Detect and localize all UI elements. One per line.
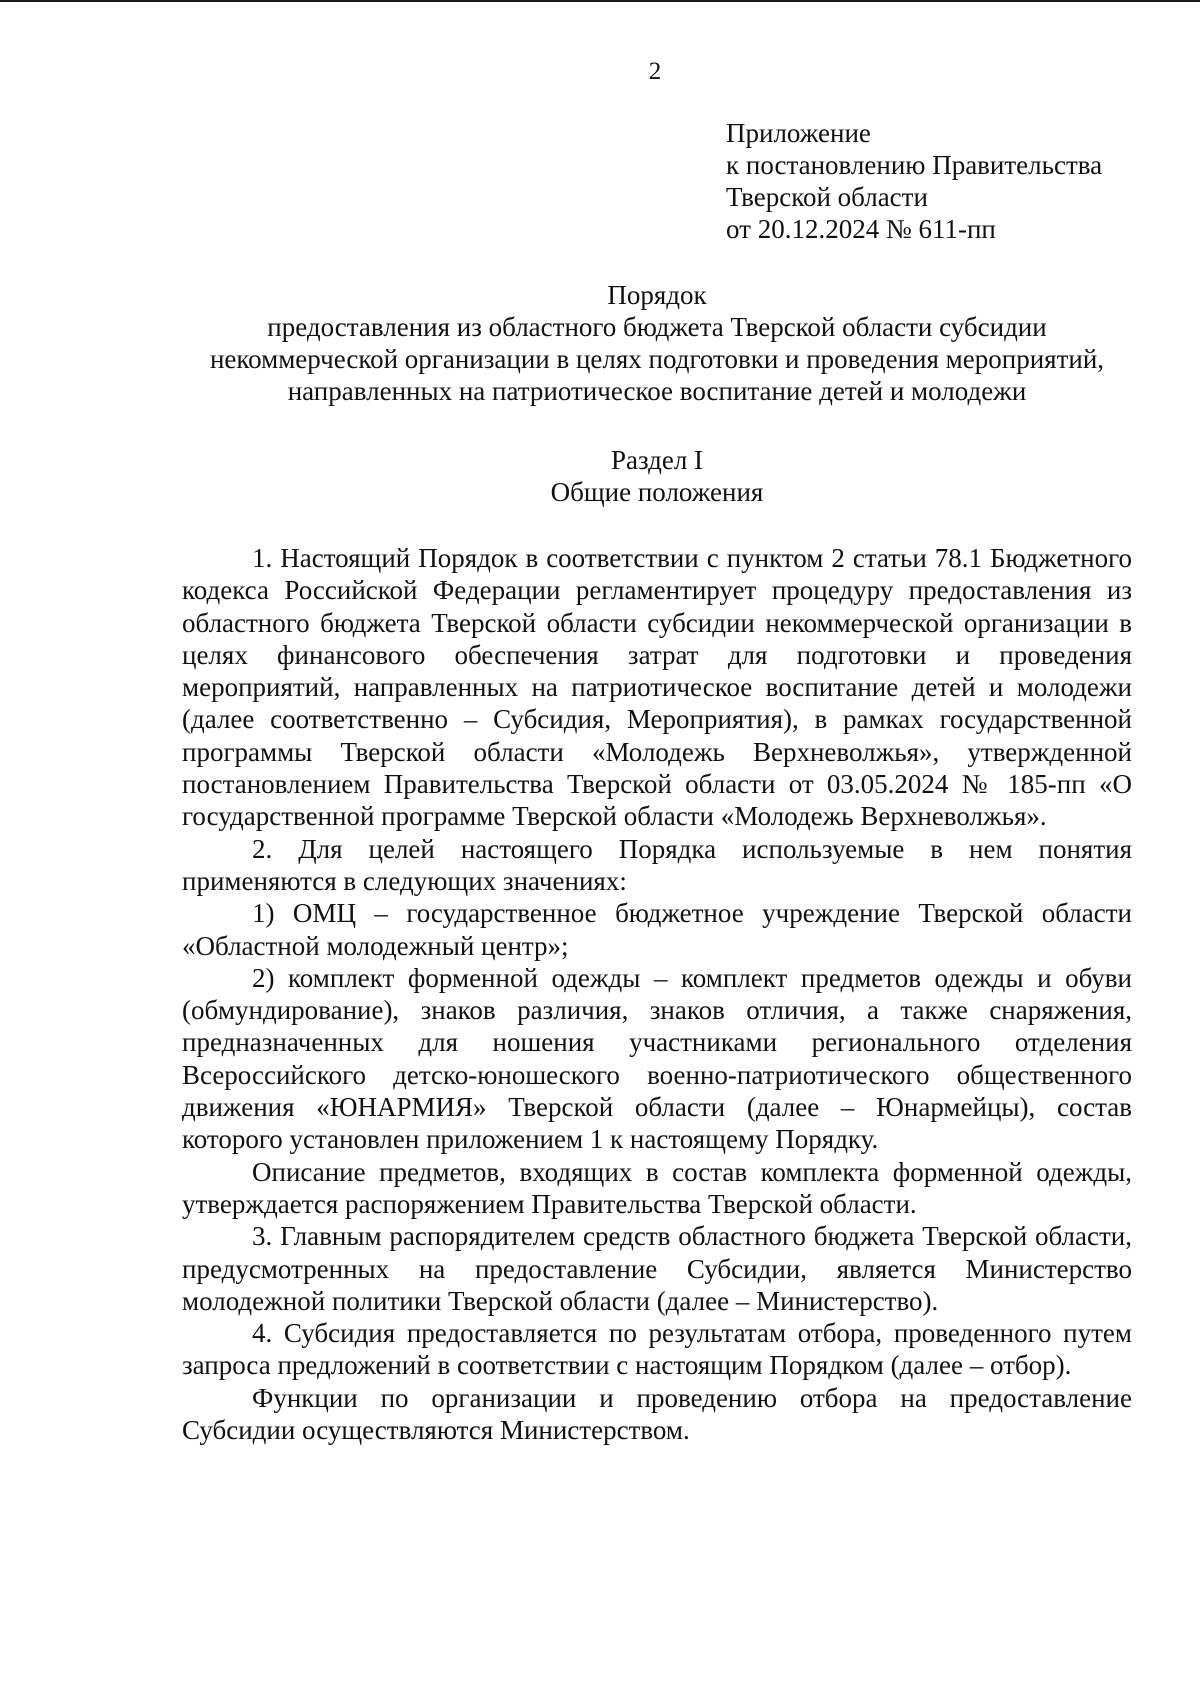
paragraph-1: 1. Настоящий Порядок в соответствии с пунктом 2 статьи 78.1 Бюджетного кодекса Российской Федерации регламентирует процедуру предоставления из областного бюджета Тверской области субсидии некоммерческой организации в целях финансового обеспечения затрат для подготовки и проведения мероприятий, направленных на патриотическое воспитание детей и молодежи (далее соответственно – Субсидия, Мероприятия), в рамках государственной программы Тверской области «Молодежь Верхневолжья», утвержденной постановлением Правительства Тверской области от 03.05.2024 № 185-пп «О государственной программе Тверской области «Молодежь Верхневолжья». (182, 543, 1132, 832)
appendix-block (726, 117, 1102, 245)
section-name: Общие положения (550, 477, 764, 507)
document-title (182, 279, 1132, 407)
appendix-line: к постановлению Правительства (726, 150, 1103, 180)
paragraph-2-2: 2) комплект форменной одежды – комплект предметов одежды и обуви (обмундирование), знаков различия, знаков отличия, а также снаряжения, предназначенных для ношения участниками регионального отделения Всероссийского детско-юношеского военно-патриотического общественного движения «ЮНАРМИЯ» Тверской области (далее – Юнармейцы), состав которого установлен приложением 1 к настоящему Порядку. (182, 962, 1132, 1155)
paragraph-description: Описание предметов, входящих в состав комплекта форменной одежды, утверждается распоряжением Правительства Тверской области. (182, 1156, 1132, 1219)
paragraph-2-1: 1) ОМЦ – государственное бюджетное учреждение Тверской области «Областной молодежный центр»; (182, 898, 1132, 961)
body-text (182, 542, 1132, 1446)
title-heading: Порядок (607, 280, 707, 310)
page-number: 2 (648, 58, 662, 85)
scan-top-edge (0, 0, 1200, 2)
title-line: предоставления из областного бюджета Тверской области субсидии (267, 312, 1047, 342)
section-number: Раздел I (610, 445, 704, 475)
section-heading (182, 444, 1132, 508)
title-line: некоммерческой организации в целях подготовки и проведения мероприятий, (209, 344, 1105, 374)
appendix-date-number: от 20.12.2024 № 611-пп (726, 214, 996, 244)
paragraph-4: 4. Субсидия предоставляется по результатам отбора, проведенного путем запроса предложений в соответствии с настоящим Порядком (далее – отбор). (182, 1318, 1132, 1381)
paragraph-3: 3. Главным распорядителем средств областного бюджета Тверской области, предусмотренных на предоставление Субсидии, является Министерство молодежной политики Тверской области (далее – Министерство). (182, 1221, 1132, 1316)
appendix-line: Тверской области (726, 182, 928, 212)
appendix-line: Приложение (726, 118, 871, 148)
paragraph-2: 2. Для целей настоящего Порядка используемые в нем понятия применяются в следующих значениях: (182, 833, 1132, 896)
paragraph-functions: Функции по организации и проведению отбора на предоставление Субсидии осуществляются Министерством. (182, 1382, 1132, 1446)
title-line: направленных на патриотическое воспитание детей и молодежи (287, 376, 1027, 406)
